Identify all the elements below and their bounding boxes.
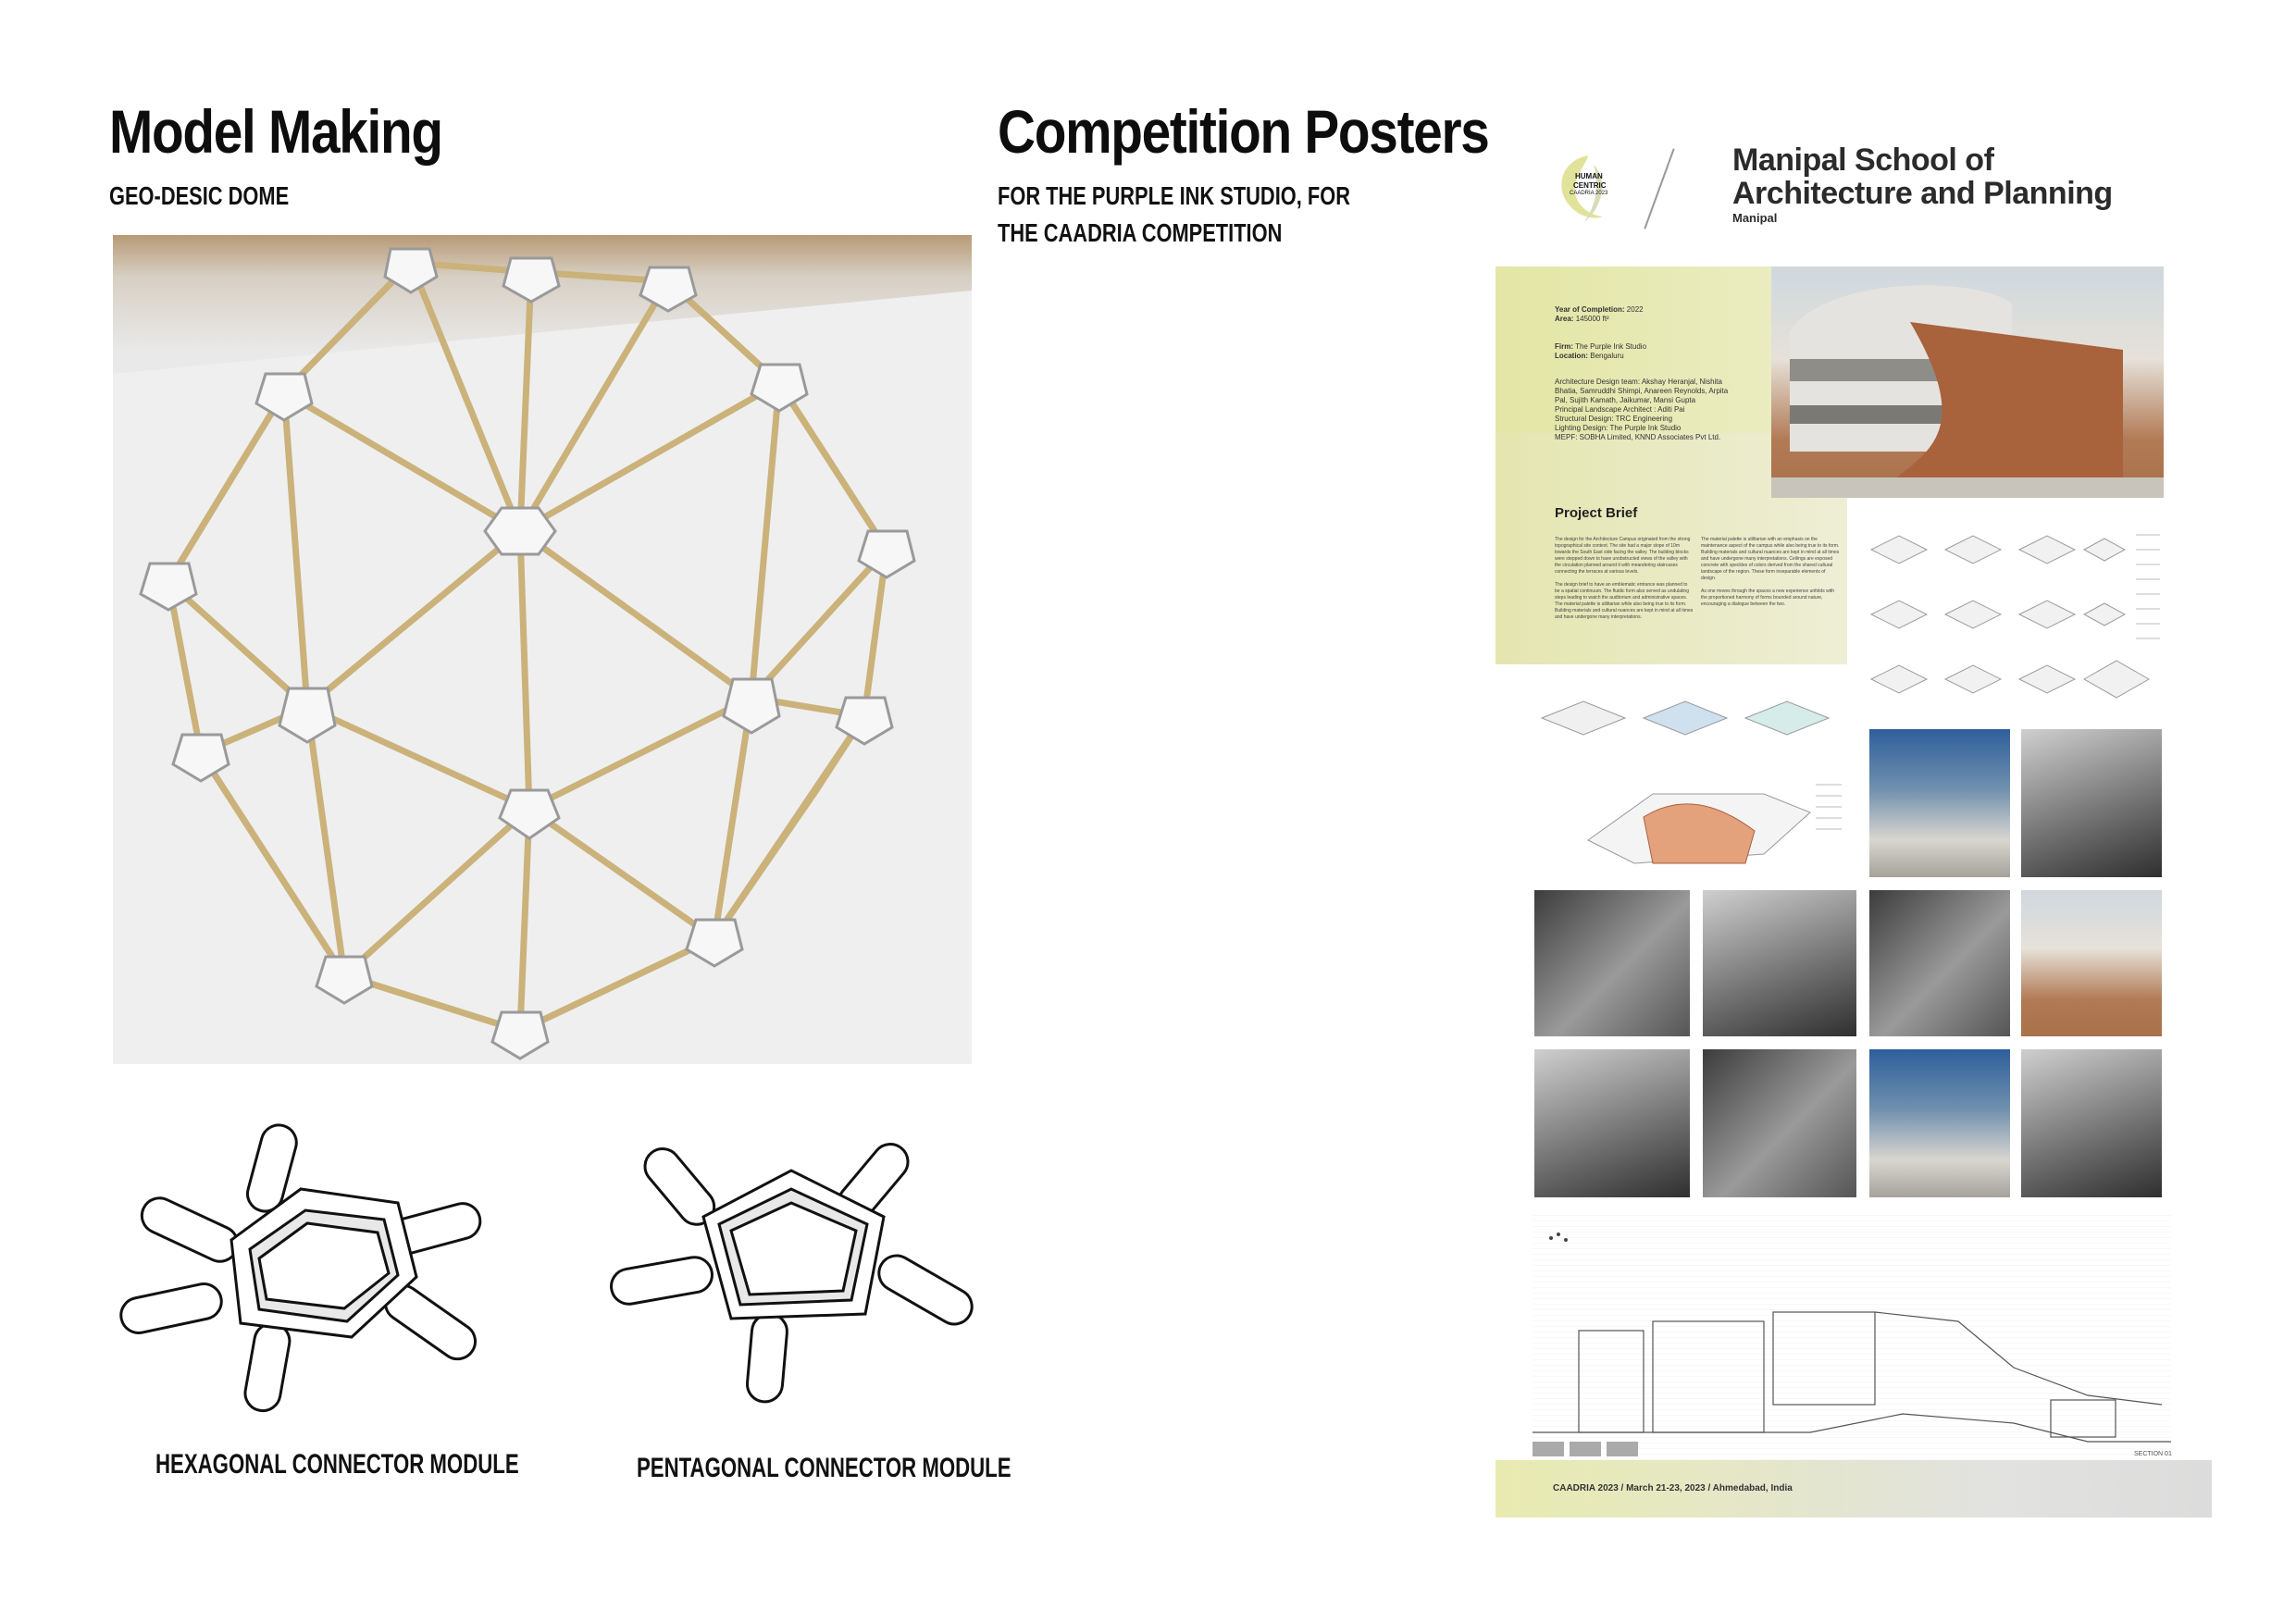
model-making-title: Model Making (109, 97, 442, 166)
hexagonal-connector-drawing (111, 1110, 509, 1416)
location-label: Location: (1555, 352, 1588, 360)
photo-corridor (1869, 890, 2010, 1036)
pentagonal-connector-drawing (606, 1115, 1004, 1420)
location-line (1555, 352, 1624, 361)
photo-brick-facade (1703, 1049, 1856, 1197)
photo-campus-view (1869, 1049, 2010, 1197)
building-illustration (1771, 266, 2164, 498)
year-line (1555, 305, 1644, 315)
firm-value: The Purple Ink Studio (1575, 342, 1647, 351)
school-name-line2: Architecture and Planning (1732, 176, 2113, 211)
year-label: Year of Completion: (1555, 305, 1625, 314)
exploded-axonometric-drawing (1533, 692, 1847, 877)
section-label: SECTION 01 (2134, 1451, 2172, 1457)
brief-column-2: The material palette is utilitarian with an emphasis on the maintenance aspect of the campus while also being true to its form. Building materials and cultural nuances are kept in mind at all times and have undergone many interpretations. Ceilings are exposed concrete with speckles of colors derived from the shared cultural landscape of the region. These form inseparable elements of design. As one moves through the spaces a new experience unfolds with the proportioned harmony of forms bounded around nature, encouraging a dialogue between the two. (1701, 537, 1840, 607)
pentagonal-connector-caption: PENTAGONAL CONNECTOR MODULE (637, 1453, 1011, 1483)
axonometric-diagram-grid (1862, 522, 2164, 707)
firm-line (1555, 342, 1646, 352)
firm-label: Firm: (1555, 342, 1573, 351)
hexagonal-connector-caption: HEXAGONAL CONNECTOR MODULE (155, 1449, 519, 1480)
logo-text-centric: CENTRIC (1573, 181, 1607, 190)
photo-campus-aerial (2021, 1049, 2162, 1197)
competition-posters-subtitle-line2: THE CAADRIA COMPETITION (998, 218, 1283, 247)
competition-posters-subtitle-line1: FOR THE PURPLE INK STUDIO, FOR (998, 181, 1351, 210)
hero-building-photo (1771, 266, 2164, 498)
photo-terrace (2021, 890, 2162, 1036)
area-value: 145000 ft² (1575, 315, 1609, 323)
axonometric-diagrams (1862, 522, 2164, 707)
school-city: Manipal (1732, 211, 1778, 225)
geodesic-dome-illustration (113, 235, 972, 1064)
brief-column-1: The design for the Architecture Campus originated from the strong topographical site context. The site had a major slope of 10m towards the South East side facing the valley. The building blocks were stepped down to have unobstructed views of the valley with the circulation planned around it with meandering staircases connecting the terraces at various levels. The design brief to have an emblematic entrance was planned to be a spatial continuum. The fluidic form also served as undulating steps leading to watch the auditorium and administrative spaces. The material palette is utilitarian while also being true to its form. Building materials and cultural nuances are kept in mind at all times and have undergone many interpretations. (1555, 537, 1694, 620)
photo-scaffolding (1534, 1049, 1690, 1197)
section-drawing (1533, 1210, 2171, 1460)
photo-construction-2 (1703, 890, 1856, 1036)
photo-interior-stairs (1869, 729, 2010, 877)
photo-studio-interior (2021, 729, 2162, 877)
section-illustration (1533, 1210, 2171, 1460)
poster-footer-text: CAADRIA 2023 / March 21-23, 2023 / Ahmedabad, India (1553, 1483, 1793, 1493)
credits-text: Architecture Design team: Akshay Heranjal, Nishita Bhatia, Samruddhi Shimpi, Anareen Reynolds, Arpita Pal, Sujith Kamath, Jaikumar, Mansi Gupta Principal Landscape Architect : Aditi Pai Structural Design: TRC Engineering Lighting Design: The Purple Ink Studio MEPF: SOBHA Limited, KNND Associates Pvt Ltd. (1555, 378, 1729, 441)
competition-posters-title: Competition Posters (998, 97, 1489, 166)
photo-construction-1 (1534, 890, 1690, 1036)
geodesic-dome-photo (113, 235, 972, 1064)
year-value: 2022 (1626, 305, 1644, 314)
exploded-axonometric (1533, 692, 1847, 877)
logo-text-caadria: CAADRIA 2023 (1570, 191, 1608, 196)
project-brief-heading: Project Brief (1555, 505, 1638, 521)
location-value: Bengaluru (1590, 352, 1624, 360)
logo-text-human: HUMAN (1575, 172, 1603, 180)
area-label: Area: (1555, 315, 1574, 323)
area-line (1555, 315, 1609, 324)
header-divider (1644, 148, 1674, 229)
caadria-poster (1496, 118, 2212, 1530)
school-name-line1: Manipal School of (1732, 142, 1994, 178)
model-making-subtitle: GEO-DESIC DOME (109, 181, 290, 210)
